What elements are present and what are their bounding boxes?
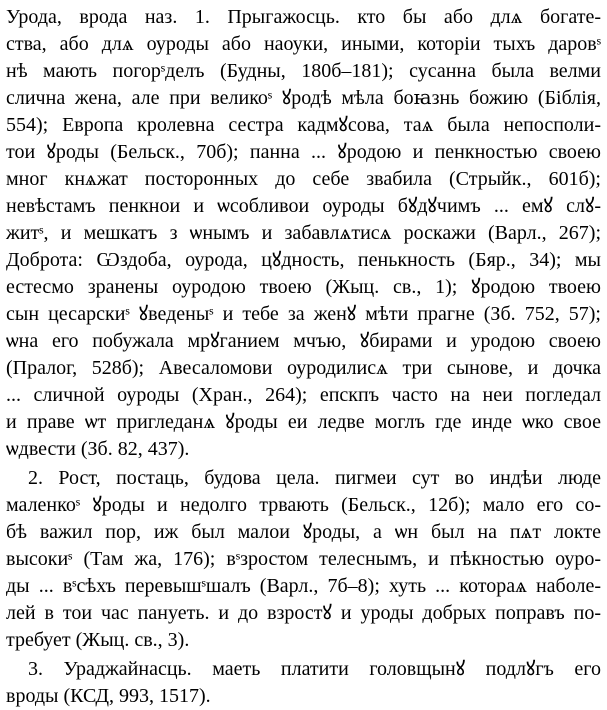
entry-sense-3	[6, 656, 601, 710]
entry-line: маленкоˢ ꙋроды и недолго трвають (Бельск., 12б); мало его со-	[6, 494, 601, 516]
entry-line: нѣ мають погорˢделъ (Будны, 180б–181); сусанна была велми	[6, 60, 601, 82]
entry-line: бѣ важил пор, иж был малои ꙋроды, а ѡн был на пѧт локте	[6, 521, 601, 543]
entry-line: естесмо зранены оуродою твоею (Жыц. св., 1); ꙋродою твоею	[6, 276, 601, 298]
entry-line: Доброта: Ѡздоба, оурода, цꙋдность, пенькность (Бяр., 34); мы	[6, 249, 601, 271]
entry-line: лей в тои час пануеть. и до взростꙋ и уроды добрых поправъ по-	[6, 602, 601, 624]
entry-sense-1	[6, 4, 601, 463]
entry-line: ства, або длѧ оуроды або наоуки, иными, которіи тыхъ даровˢ	[6, 33, 601, 55]
entry-sense-2	[6, 465, 601, 654]
entry-line: ... сличной оуроды (Хран., 264); епскпъ часто на неи погледал	[6, 384, 601, 406]
entry-line: мног кнѧжат посторонных до себе звабила (Стрыйк., 601б);	[6, 168, 601, 190]
entry-line: ѡдвести (Зб. 82, 437).	[6, 438, 190, 460]
entry-line: слична жена, але при великоˢ ꙋродѣ мѣла боꙗзнь божию (Біблія,	[6, 87, 601, 109]
entry-line: высокиˢ (Там жа, 176); вˢзростом телеснымъ, и пѣкностью оуро-	[6, 548, 601, 570]
entry-line: 3. Ураджайнасць. маеть платити головщынꙋ подлꙋгъ его	[28, 658, 601, 680]
entry-line: невѣстамъ пенкнои и ѡсобливои оуроды бꙋдꙋчимъ ... емꙋ слꙋ-	[6, 195, 601, 217]
entry-line: требует (Жыц. св., 3).	[6, 629, 190, 651]
entry-line: житˢ, и мешкатъ з ѡнымъ и забавлѧтисѧ роскажи (Варл., 267);	[6, 222, 601, 244]
entry-line: (Пралог, 528б); Авесаломови оуродилисѧ три сынове, и дочка	[6, 357, 601, 379]
entry-line: ѡна его побужала мрꙋганием мчъю, ꙋбирами и уродою своею	[6, 330, 601, 352]
entry-line: и праве ѡт пригледанѧ ꙋроды еи ледве моглъ где инде ѡко свое	[6, 411, 601, 433]
entry-line: Урода, врода наз. 1. Прыгажосць. кто бы або длѧ богате-	[6, 6, 601, 28]
entry-line: вроды (КСД, 993, 1517).	[6, 685, 211, 707]
entry-line: 554); Европа кролевна сестра кадмꙋсова, таѧ была непосполи-	[6, 114, 601, 136]
entry-line: ды ... вˢсѣхъ перевышˢшалъ (Варл., 7б–8); хуть ... котораѧ наболе-	[6, 575, 601, 597]
entry-line: тои ꙋроды (Бельск., 70б); панна ... ꙋродою и пенкностью своею	[6, 141, 601, 163]
entry-line: сын цесарскиˢ ꙋведеныˢ и тебе за женꙋ мѣти прагне (Зб. 752, 57);	[6, 303, 601, 325]
entry-line: 2. Рост, постаць, будова цела. пигмеи сут во индѣи люде	[28, 467, 601, 489]
